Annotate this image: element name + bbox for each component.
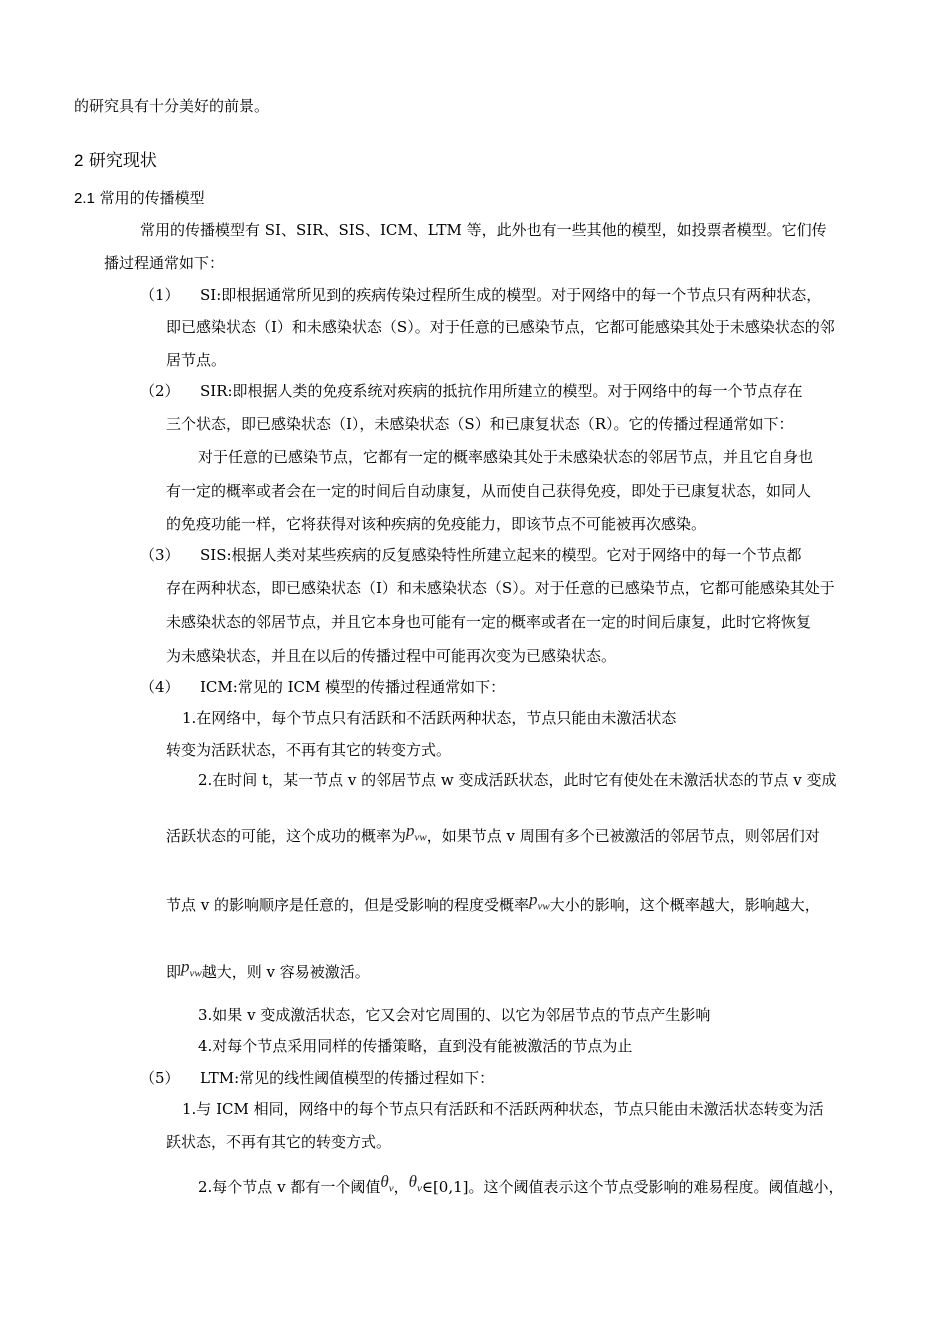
list-number: （2） bbox=[140, 382, 180, 400]
body-text-line: 4.对每个节点采用同样的传播策略，直到没有能被激活的节点为止 bbox=[198, 1037, 633, 1055]
body-text-line: 有一定的概率或者会在一定的时间后自动康复，从而使自己获得免疫，即处于已康复状态，如同人 bbox=[166, 482, 812, 500]
subsection-title: 常用的传播模型 bbox=[99, 189, 205, 207]
formula-p-vw: $p_{vw}$ bbox=[181, 957, 202, 980]
body-text-line: 为未感染状态，并且在以后的传播过程中可能再次变为已感染状态。 bbox=[166, 647, 617, 665]
list-text: SIR:即根据人类的免疫系统对疾病的抵抗作用所建立的模型。对于网络中的每一个节点存在 bbox=[200, 382, 803, 400]
body-text-line: 常用的传播模型有 SI、SIR、SIS、ICM、LTM 等，此外也有一些其他的模型，如投票者模型。它们传 bbox=[140, 221, 827, 239]
body-text-line: 播过程通常如下： bbox=[104, 254, 225, 272]
body-text-line: 跃状态，不再有其它的转变方式。 bbox=[166, 1133, 392, 1151]
formula-p-vw: $p_{vw}$ bbox=[406, 821, 427, 844]
subsection-heading bbox=[74, 188, 205, 209]
text-run: 活跃状态的可能，这个成功的概率为 bbox=[166, 827, 407, 845]
body-text-line: 3.如果 v 变成激活状态，它又会对它周围的、以它为邻居节点的节点产生影响 bbox=[198, 1006, 711, 1024]
list-item-4 bbox=[140, 677, 505, 697]
list-item-5 bbox=[140, 1068, 494, 1088]
body-text-line bbox=[166, 957, 370, 988]
body-text-line: 的研究具有十分美好的前景。 bbox=[74, 97, 270, 115]
formula-p-vw: $p_{vw}$ bbox=[529, 890, 550, 913]
body-text-line: 2.在时间 t，某一节点 v 的邻居节点 w 变成活跃状态，此时它有使处在未激活状态的节点 v 变成 bbox=[198, 771, 837, 789]
list-item-3 bbox=[140, 545, 802, 565]
body-text-line: 三个状态，即已感染状态（I），未感染状态（S）和已康复状态（R）。它的传播过程通常如下： bbox=[166, 415, 794, 433]
list-number: （5） bbox=[140, 1069, 180, 1087]
list-text: SIS:根据人类对某些疾病的反复感染特性所建立起来的模型。它对于网络中的每一个节点都 bbox=[200, 546, 802, 564]
text-run: ，如果节点 v 周围有多个已被激活的邻居节点，则邻居们对 bbox=[426, 827, 820, 845]
body-text-line: 对于任意的已感染节点，它都有一定的概率感染其处于未感染状态的邻居节点，并且它自身也 bbox=[198, 448, 814, 466]
formula-theta-v: $\theta_v$ bbox=[408, 1172, 422, 1195]
body-text-line bbox=[198, 1172, 844, 1203]
formula-theta-v: $\theta_v$ bbox=[380, 1172, 394, 1195]
list-text: SI:即根据通常所见到的疾病传染过程所生成的模型。对于网络中的每一个节点只有两种状态， bbox=[200, 286, 822, 304]
body-text-line: 居节点。 bbox=[166, 351, 227, 369]
list-text: LTM:常见的线性阈值模型的传播过程如下： bbox=[200, 1069, 495, 1087]
body-text-line: 未感染状态的邻居节点，并且它本身也可能有一定的概率或者在一定的时间后康复，此时它将恢复 bbox=[166, 613, 812, 631]
body-text-line bbox=[166, 890, 820, 921]
body-text-line: 1.与 ICM 相同，网络中的每个节点只有活跃和不活跃两种状态，节点只能由未激活状态转变为活 bbox=[182, 1100, 824, 1118]
text-run: 2.每个节点 v 都有一个阈值 bbox=[198, 1178, 381, 1196]
text-run: ， bbox=[393, 1178, 409, 1196]
text-run: 越大，则 v 容易被激活。 bbox=[201, 963, 370, 981]
section-number: 2 bbox=[74, 151, 84, 170]
list-number: （3） bbox=[140, 546, 180, 564]
text-run: ∈[0,1]。这个阈值表示这个节点受影响的难易程度。阈值越小， bbox=[421, 1178, 844, 1196]
text-run: 即 bbox=[166, 963, 182, 981]
list-item-1 bbox=[140, 285, 821, 305]
list-item-2 bbox=[140, 381, 803, 401]
body-text-line bbox=[166, 821, 820, 852]
text-run: 节点 v 的影响顺序是任意的，但是受影响的程度受概率 bbox=[166, 896, 530, 914]
body-text-line: 1.在网络中，每个节点只有活跃和不活跃两种状态，节点只能由未激活状态 bbox=[182, 709, 677, 727]
body-text-line: 即已感染状态（I）和未感染状态（S）。对于任意的已感染节点，它都可能感染其处于未感染状态的邻 bbox=[166, 318, 835, 336]
body-text-line: 的免疫功能一样，它将获得对该种疾病的免疫能力，即该节点不可能被再次感染。 bbox=[166, 515, 707, 533]
section-heading bbox=[74, 151, 157, 171]
body-text-line: 存在两种状态，即已感染状态（I）和未感染状态（S）。对于任意的已感染节点，它都可能感染其处于 bbox=[166, 579, 835, 597]
list-number: （4） bbox=[140, 678, 180, 696]
body-text-line: 转变为活跃状态，不再有其它的转变方式。 bbox=[166, 741, 452, 759]
section-title: 研究现状 bbox=[88, 151, 157, 171]
list-text: ICM:常见的 ICM 模型的传播过程通常如下： bbox=[200, 678, 506, 696]
text-run: 大小的影响，这个概率越大，影响越大， bbox=[549, 896, 820, 914]
subsection-number: 2.1 bbox=[74, 190, 95, 207]
list-number: （1） bbox=[140, 286, 180, 304]
